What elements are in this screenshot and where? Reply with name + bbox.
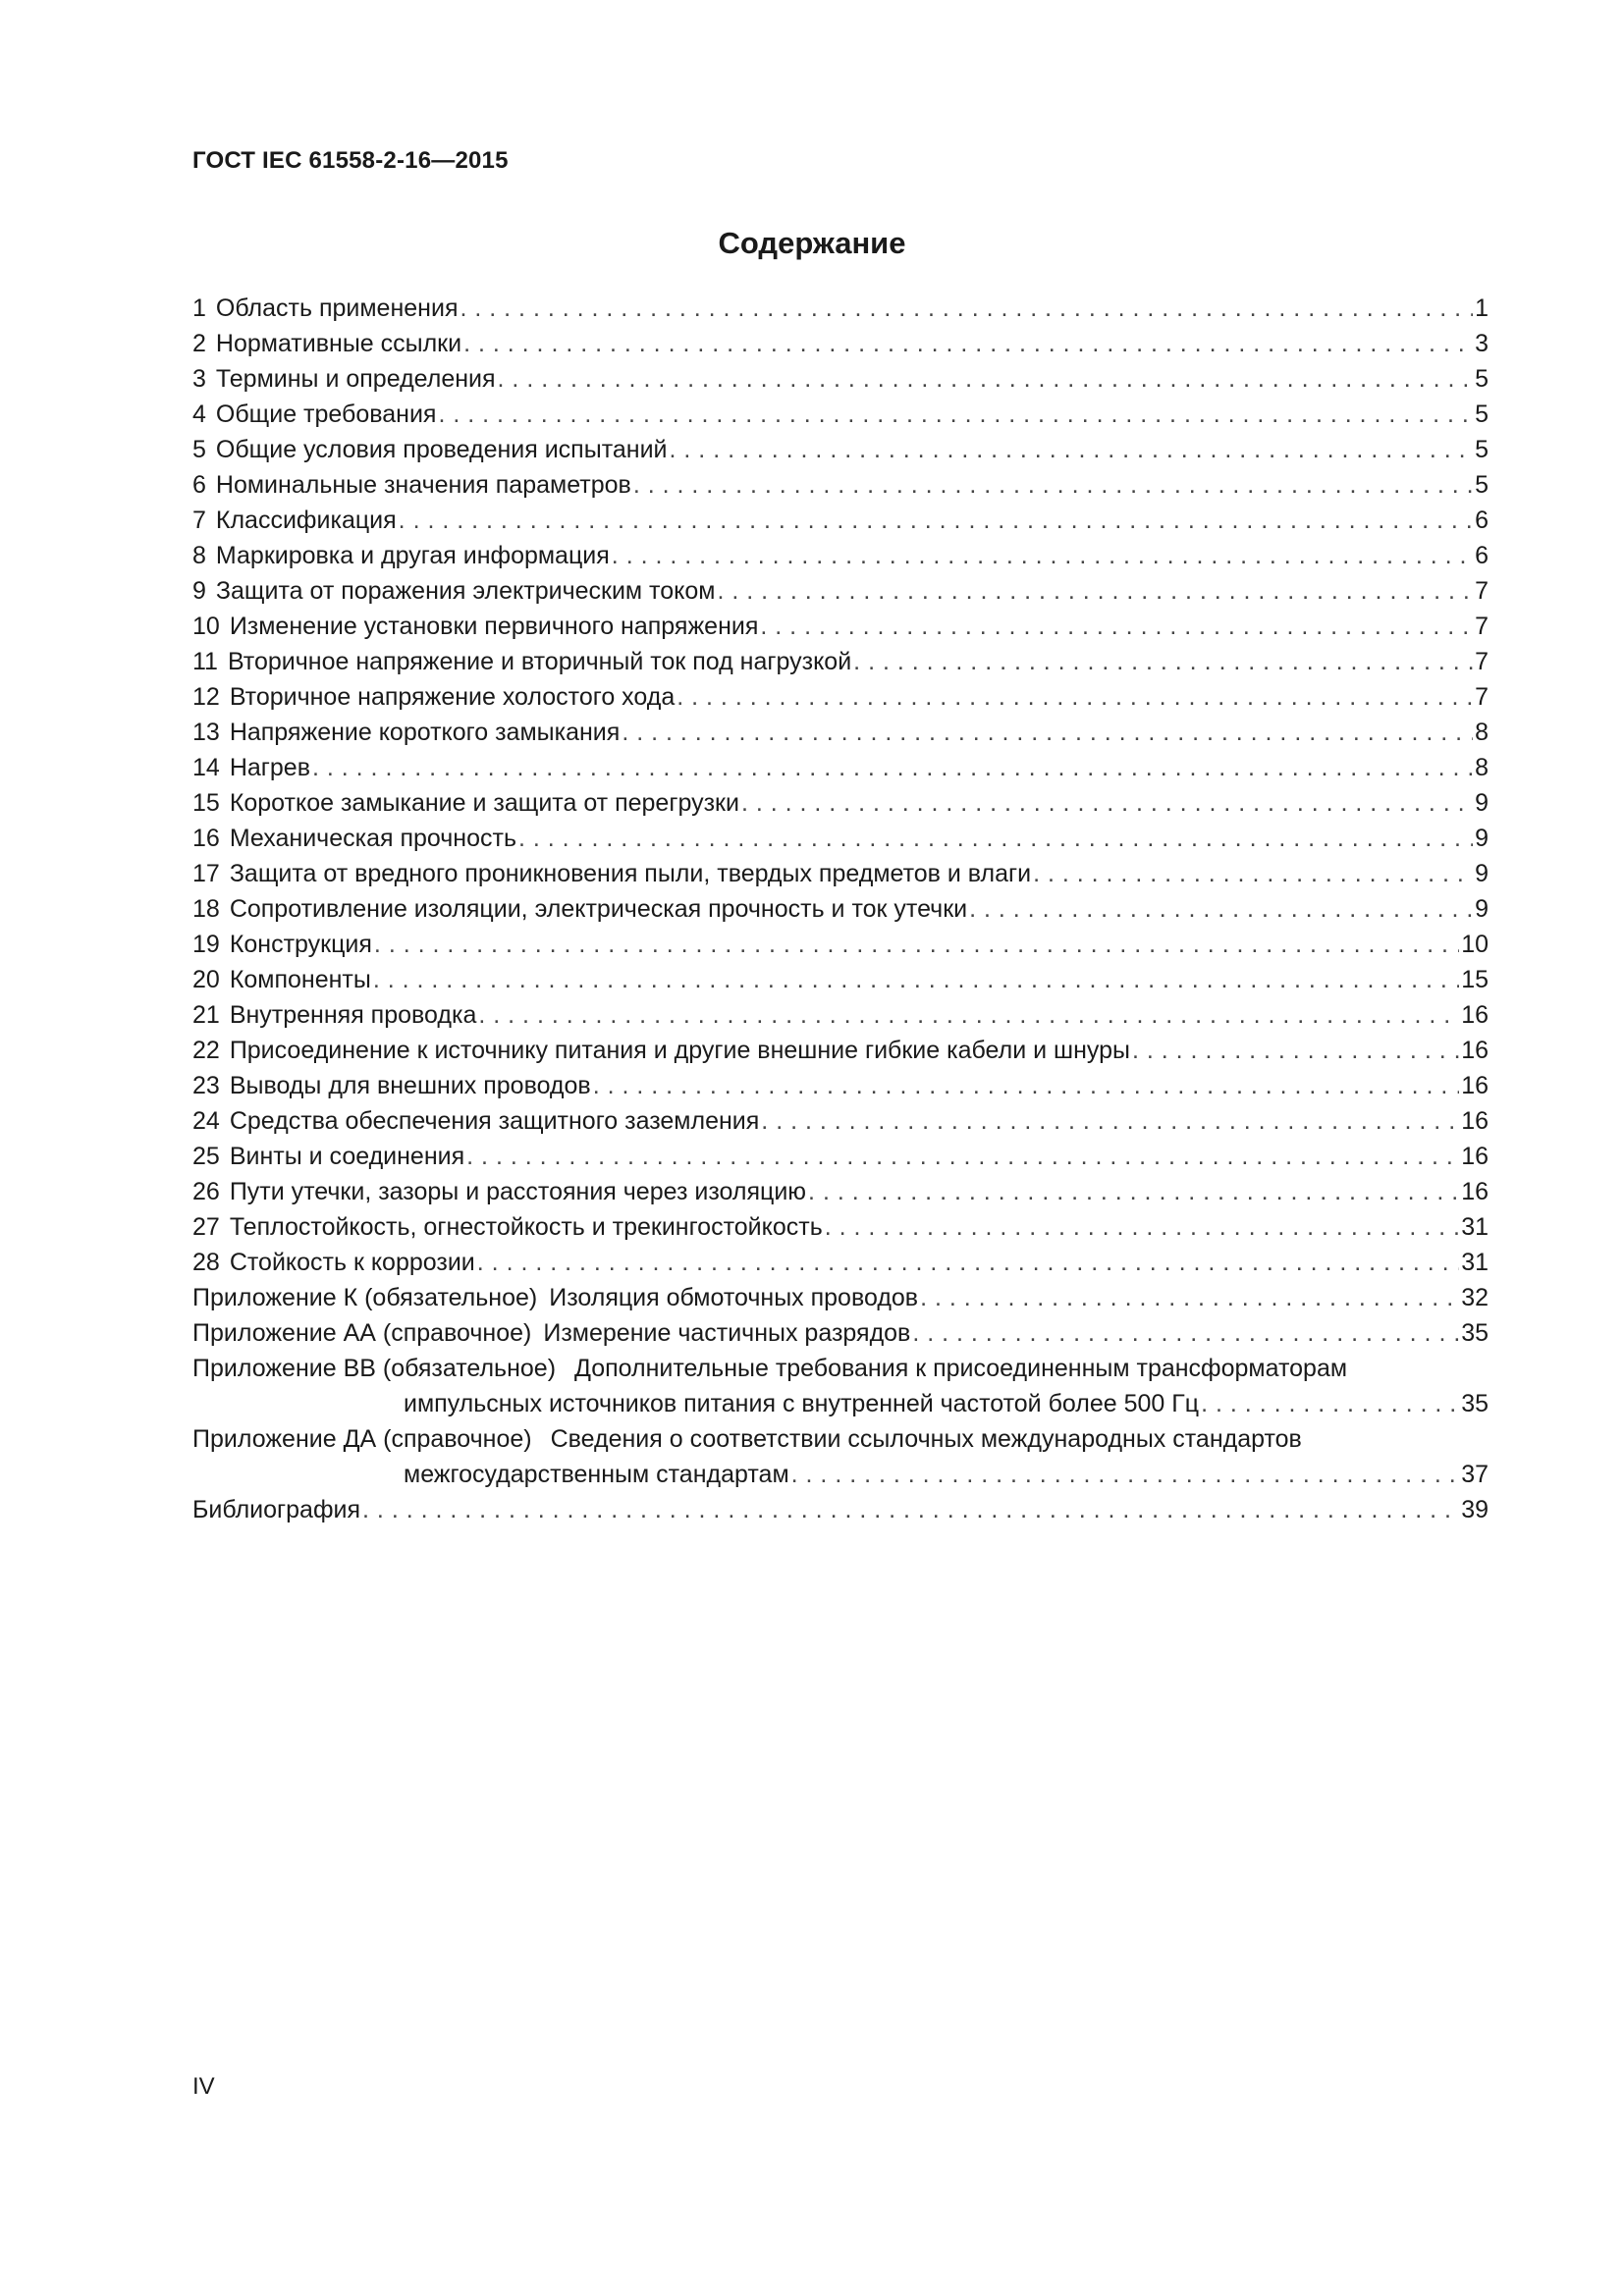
leader-dots bbox=[374, 927, 1459, 962]
annex-title-continued: межгосударственным стандартам bbox=[404, 1461, 789, 1488]
leader-dots bbox=[808, 1174, 1459, 1209]
toc-section-25[interactable] bbox=[192, 1139, 1489, 1174]
leader-dots bbox=[518, 821, 1473, 856]
section-title: Вторичное напряжение холостого хода bbox=[229, 683, 676, 711]
page-number: 9 bbox=[1475, 825, 1489, 852]
leader-dots bbox=[920, 1280, 1459, 1315]
page-number: 10 bbox=[1461, 931, 1489, 958]
leader-dots bbox=[969, 891, 1473, 927]
section-number: 26 bbox=[192, 1178, 220, 1205]
toc-annex-da-line1[interactable] bbox=[192, 1421, 1489, 1457]
toc-sections bbox=[192, 291, 1489, 1280]
page-number: 16 bbox=[1461, 1001, 1489, 1029]
section-title: Средства обеспечения защитного заземления bbox=[229, 1107, 760, 1135]
toc-annex-bb-line2[interactable] bbox=[192, 1386, 1489, 1421]
section-title: Внутренняя проводка bbox=[229, 1001, 477, 1029]
toc-section-8[interactable] bbox=[192, 538, 1489, 573]
annex-title: Сведения о соответствии ссылочных международных стандартов bbox=[550, 1425, 1302, 1453]
page-number: 5 bbox=[1475, 365, 1489, 393]
toc-section-17[interactable] bbox=[192, 856, 1489, 891]
leader-dots bbox=[622, 715, 1473, 750]
leader-dots bbox=[853, 644, 1473, 679]
section-title: Область применения bbox=[215, 294, 459, 322]
table-of-contents bbox=[192, 291, 1489, 1527]
leader-dots bbox=[1132, 1033, 1459, 1068]
toc-section-26[interactable] bbox=[192, 1174, 1489, 1209]
leader-dots bbox=[760, 609, 1473, 644]
page-number: 6 bbox=[1475, 542, 1489, 569]
section-number: 15 bbox=[192, 789, 220, 817]
section-number: 21 bbox=[192, 1001, 220, 1029]
leader-dots bbox=[1033, 856, 1473, 891]
toc-section-3[interactable] bbox=[192, 361, 1489, 397]
section-number: 1 bbox=[192, 294, 206, 322]
section-title: Короткое замыкание и защита от перегрузки bbox=[229, 789, 739, 817]
toc-section-4[interactable] bbox=[192, 397, 1489, 432]
toc-section-2[interactable] bbox=[192, 326, 1489, 361]
section-title: Общие требования bbox=[215, 400, 437, 428]
page-number: 16 bbox=[1461, 1107, 1489, 1135]
section-title: Пути утечки, зазоры и расстояния через изоляцию bbox=[229, 1178, 807, 1205]
leader-dots bbox=[912, 1315, 1459, 1351]
toc-section-14[interactable] bbox=[192, 750, 1489, 785]
page-number: 5 bbox=[1475, 400, 1489, 428]
section-number: 12 bbox=[192, 683, 220, 711]
leader-dots bbox=[362, 1492, 1459, 1527]
toc-section-9[interactable] bbox=[192, 573, 1489, 609]
section-title: Механическая прочность bbox=[229, 825, 516, 852]
section-title: Защита от вредного проникновения пыли, твердых предметов и влаги bbox=[229, 860, 1032, 887]
section-title: Нагрев bbox=[229, 754, 310, 781]
page-number: 7 bbox=[1475, 683, 1489, 711]
leader-dots bbox=[791, 1457, 1460, 1492]
toc-section-12[interactable] bbox=[192, 679, 1489, 715]
page-number: 32 bbox=[1461, 1284, 1489, 1311]
section-number: 14 bbox=[192, 754, 220, 781]
leader-dots bbox=[741, 785, 1473, 821]
toc-bibliography[interactable] bbox=[192, 1492, 1489, 1527]
bibliography-title: Библиография bbox=[192, 1496, 361, 1523]
section-number: 2 bbox=[192, 330, 206, 357]
page-number: 9 bbox=[1475, 860, 1489, 887]
toc-section-16[interactable] bbox=[192, 821, 1489, 856]
toc-section-15[interactable] bbox=[192, 785, 1489, 821]
page-number: 7 bbox=[1475, 648, 1489, 675]
page-number: 16 bbox=[1461, 1072, 1489, 1099]
page-number: 8 bbox=[1475, 754, 1489, 781]
document-code: ГОСТ IEC 61558-2-16—2015 bbox=[192, 147, 509, 174]
leader-dots bbox=[478, 997, 1459, 1033]
section-title: Компоненты bbox=[229, 966, 371, 993]
section-title: Классификация bbox=[215, 507, 397, 534]
section-number: 17 bbox=[192, 860, 220, 887]
toc-section-27[interactable] bbox=[192, 1209, 1489, 1245]
annex-label: Приложение ВВ (обязательное) bbox=[192, 1355, 557, 1382]
section-number: 27 bbox=[192, 1213, 220, 1241]
section-number: 3 bbox=[192, 365, 206, 393]
section-title: Маркировка и другая информация bbox=[215, 542, 610, 569]
section-title: Теплостойкость, огнестойкость и трекингостойкость bbox=[229, 1213, 823, 1241]
section-number: 22 bbox=[192, 1037, 220, 1064]
leader-dots bbox=[399, 503, 1473, 538]
page-number: 37 bbox=[1461, 1461, 1489, 1488]
page-number: 5 bbox=[1475, 471, 1489, 499]
section-number: 25 bbox=[192, 1143, 220, 1170]
section-title: Термины и определения bbox=[215, 365, 496, 393]
toc-section-13[interactable] bbox=[192, 715, 1489, 750]
leader-dots bbox=[373, 962, 1459, 997]
section-title: Сопротивление изоляции, электрическая прочность и ток утечки bbox=[229, 895, 968, 923]
toc-section-21[interactable] bbox=[192, 997, 1489, 1033]
toc-annex-aa[interactable] bbox=[192, 1315, 1489, 1351]
annex-title: Дополнительные требования к присоединенным трансформаторам bbox=[573, 1355, 1348, 1382]
section-title: Нормативные ссылки bbox=[215, 330, 462, 357]
toc-section-22[interactable] bbox=[192, 1033, 1489, 1068]
page-number: 39 bbox=[1461, 1496, 1489, 1523]
section-title: Конструкция bbox=[229, 931, 372, 958]
leader-dots bbox=[761, 1103, 1459, 1139]
page-number: 6 bbox=[1475, 507, 1489, 534]
toc-section-23[interactable] bbox=[192, 1068, 1489, 1103]
annex-label: Приложение АА (справочное) bbox=[192, 1319, 532, 1347]
section-number: 18 bbox=[192, 895, 220, 923]
section-title: Выводы для внешних проводов bbox=[229, 1072, 591, 1099]
page-number: 16 bbox=[1461, 1037, 1489, 1064]
leader-dots bbox=[498, 361, 1474, 397]
page-number: 31 bbox=[1461, 1213, 1489, 1241]
toc-section-24[interactable] bbox=[192, 1103, 1489, 1139]
section-title: Присоединение к источнику питания и другие внешние гибкие кабели и шнуры bbox=[229, 1037, 1130, 1064]
page-footer-number: IV bbox=[192, 2073, 215, 2100]
section-title: Защита от поражения электрическим током bbox=[215, 577, 716, 605]
page-number: 16 bbox=[1461, 1143, 1489, 1170]
toc-section-1[interactable] bbox=[192, 291, 1489, 326]
section-number: 11 bbox=[192, 648, 218, 675]
page-title: Содержание bbox=[718, 226, 906, 260]
page-number: 7 bbox=[1475, 577, 1489, 605]
leader-dots bbox=[670, 432, 1474, 467]
leader-dots bbox=[463, 326, 1473, 361]
annex-label: Приложение К (обязательное) bbox=[192, 1284, 538, 1311]
leader-dots bbox=[717, 573, 1473, 609]
section-number: 24 bbox=[192, 1107, 220, 1135]
toc-annex-da-line2[interactable] bbox=[192, 1457, 1489, 1492]
toc-section-7[interactable] bbox=[192, 503, 1489, 538]
page-number: 16 bbox=[1461, 1178, 1489, 1205]
page-number: 35 bbox=[1461, 1319, 1489, 1347]
annex-title-continued: импульсных источников питания с внутренней частотой более 500 Гц bbox=[404, 1390, 1200, 1417]
page-number: 9 bbox=[1475, 789, 1489, 817]
leader-dots bbox=[438, 397, 1473, 432]
page-number: 15 bbox=[1461, 966, 1489, 993]
section-number: 23 bbox=[192, 1072, 220, 1099]
leader-dots bbox=[477, 1245, 1459, 1280]
leader-dots bbox=[825, 1209, 1459, 1245]
annex-title: Изоляция обмоточных проводов bbox=[549, 1284, 919, 1311]
page-number: 3 bbox=[1475, 330, 1489, 357]
section-number: 7 bbox=[192, 507, 206, 534]
section-title: Изменение установки первичного напряжения bbox=[229, 613, 759, 640]
section-title: Винты и соединения bbox=[229, 1143, 465, 1170]
toc-section-19[interactable] bbox=[192, 927, 1489, 962]
section-number: 8 bbox=[192, 542, 206, 569]
section-number: 13 bbox=[192, 719, 220, 746]
leader-dots bbox=[633, 467, 1473, 503]
annex-label: Приложение ДА (справочное) bbox=[192, 1425, 532, 1453]
section-number: 16 bbox=[192, 825, 220, 852]
section-title: Стойкость к коррозии bbox=[229, 1249, 475, 1276]
page-number: 8 bbox=[1475, 719, 1489, 746]
section-number: 19 bbox=[192, 931, 220, 958]
toc-section-10[interactable] bbox=[192, 609, 1489, 644]
leader-dots bbox=[460, 291, 1473, 326]
section-title: Общие условия проведения испытаний bbox=[215, 436, 668, 463]
leader-dots bbox=[677, 679, 1473, 715]
toc-section-11[interactable] bbox=[192, 644, 1489, 679]
leader-dots bbox=[1201, 1386, 1459, 1421]
section-title: Номинальные значения параметров bbox=[215, 471, 631, 499]
section-number: 28 bbox=[192, 1249, 220, 1276]
toc-section-5[interactable] bbox=[192, 432, 1489, 467]
page-number: 7 bbox=[1475, 613, 1489, 640]
annex-title: Измерение частичных разрядов bbox=[543, 1319, 911, 1347]
leader-dots bbox=[593, 1068, 1459, 1103]
toc-section-20[interactable] bbox=[192, 962, 1489, 997]
leader-dots bbox=[612, 538, 1473, 573]
section-number: 20 bbox=[192, 966, 220, 993]
section-title: Вторичное напряжение и вторичный ток под нагрузкой bbox=[227, 648, 852, 675]
toc-section-28[interactable] bbox=[192, 1245, 1489, 1280]
section-number: 10 bbox=[192, 613, 220, 640]
leader-dots bbox=[312, 750, 1473, 785]
page-number: 9 bbox=[1475, 895, 1489, 923]
leader-dots bbox=[466, 1139, 1459, 1174]
section-number: 6 bbox=[192, 471, 206, 499]
toc-section-18[interactable] bbox=[192, 891, 1489, 927]
section-number: 9 bbox=[192, 577, 206, 605]
toc-annex-bb-line1[interactable] bbox=[192, 1351, 1489, 1386]
page-number: 31 bbox=[1461, 1249, 1489, 1276]
section-number: 5 bbox=[192, 436, 206, 463]
toc-section-6[interactable] bbox=[192, 467, 1489, 503]
page-number: 35 bbox=[1461, 1390, 1489, 1417]
toc-annex-k[interactable] bbox=[192, 1280, 1489, 1315]
page-number: 5 bbox=[1475, 436, 1489, 463]
section-title: Напряжение короткого замыкания bbox=[229, 719, 621, 746]
page-number: 1 bbox=[1475, 294, 1489, 322]
section-number: 4 bbox=[192, 400, 206, 428]
